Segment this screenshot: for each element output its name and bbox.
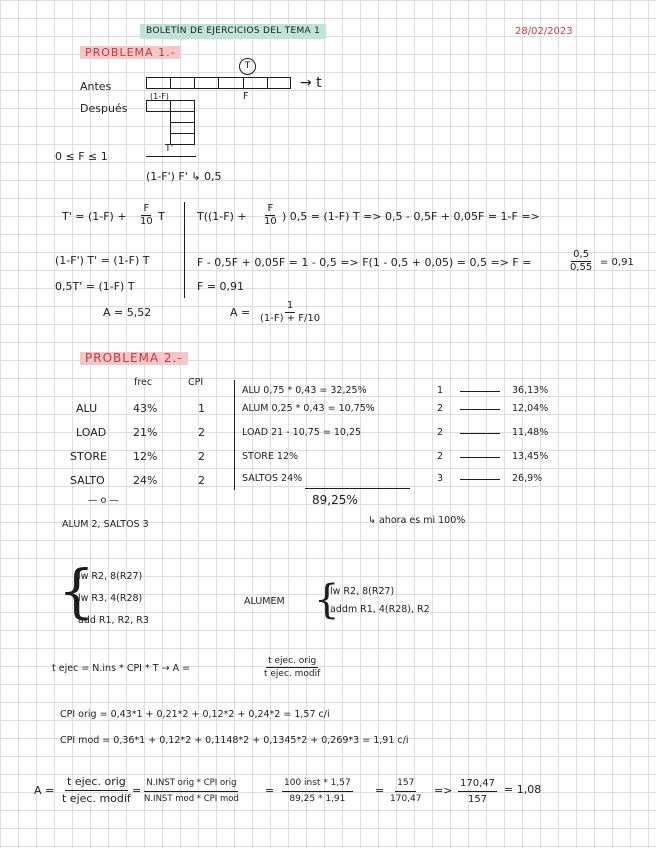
calc-pct: 11,48% bbox=[512, 427, 549, 438]
equals-sign: = bbox=[375, 784, 385, 797]
calc-expr: STORE 12% bbox=[242, 451, 299, 462]
final-result: = 1,08 bbox=[504, 783, 542, 796]
code-brace-icon: { bbox=[58, 557, 95, 625]
a-fraction: $\frac{1}{(1-F) + F/10}$ bbox=[260, 300, 321, 324]
row-cpi: 2 bbox=[198, 474, 205, 487]
calc-pct: 36,13% bbox=[512, 385, 549, 396]
separator: — o — bbox=[88, 495, 119, 506]
r2-end: = 0,91 bbox=[600, 257, 634, 268]
range-condition: 0 ≤ F ≤ 1 bbox=[55, 150, 108, 163]
calc-cpi: 2 bbox=[437, 451, 444, 462]
cpi-orig: CPI orig = 0,43*1 + 0,21*2 + 0,12*2 + 0,24*2 = 1,57 c/i bbox=[60, 709, 330, 720]
final-fraction-1: t ejec. orig t ejec. modif bbox=[62, 775, 131, 805]
under-bar-label: (1-F') F' ↳ 0,5 bbox=[146, 170, 222, 183]
eq3: 0,5T' = (1-F) T bbox=[55, 280, 135, 293]
sum-line bbox=[305, 488, 410, 489]
r1-fraction: $\frac{F}{10}$ bbox=[264, 203, 277, 227]
a-value: A = 5,52 bbox=[103, 306, 152, 319]
calc-cpi: 2 bbox=[437, 403, 444, 414]
cpi-mod: CPI mod = 0,36*1 + 0,12*2 + 0,1148*2 + 0,1345*2 + 0,269*3 = 1,91 c/i bbox=[60, 735, 409, 746]
equals-sign: = bbox=[265, 784, 275, 797]
problem-2-heading: PROBLEMA 2.- bbox=[80, 352, 188, 365]
eq1-fraction: $\frac{F}{10}$ bbox=[140, 203, 153, 227]
date: 28/02/2023 bbox=[515, 26, 573, 37]
row-cpi: 2 bbox=[198, 450, 205, 463]
implies-arrow: => bbox=[434, 784, 453, 797]
texec-equation: t ejec = N.ins * CPI * T → A = bbox=[52, 663, 191, 674]
row-frec: 24% bbox=[133, 474, 158, 487]
texec-fraction: t ejec. orig t ejec. modif bbox=[264, 656, 321, 679]
final-fraction-4: $\frac{157}{170,47}$ bbox=[390, 778, 422, 804]
tprime-arrow bbox=[146, 156, 196, 157]
t-circle-label: T bbox=[239, 58, 256, 75]
col-frec-header: frec bbox=[134, 377, 153, 388]
calc-pct: 26,9% bbox=[512, 473, 543, 484]
row-name: ALU bbox=[76, 402, 98, 415]
r2-fraction: $\frac{0,5}{0,55}$ bbox=[570, 249, 593, 273]
code-line: lw R2, 8(R27) bbox=[78, 571, 143, 582]
calc-cpi: 3 bbox=[437, 473, 444, 484]
calc-arrow-icon bbox=[460, 457, 500, 458]
alumem-code-line: addm R1, 4(R28), R2 bbox=[330, 604, 430, 615]
r1-b: ) 0,5 = (1-F) T => 0,5 - 0,5F + 0,05F = 1-F => bbox=[282, 210, 540, 223]
calc-cpi: 2 bbox=[437, 427, 444, 438]
eq1-left: T' = (1-F) + bbox=[62, 210, 127, 223]
row-cpi: 1 bbox=[198, 402, 205, 415]
alum-note: ALUM 2, SALTOS 3 bbox=[62, 519, 149, 530]
alumem-label: ALUMEM bbox=[244, 596, 285, 607]
final-fraction-5: $\frac{170,47}{157}$ bbox=[460, 778, 495, 805]
despues-label: Después bbox=[80, 102, 128, 115]
row-frec: 12% bbox=[133, 450, 158, 463]
calc-arrow-icon bbox=[460, 391, 500, 392]
calc-expr: SALTOS 24% bbox=[242, 473, 303, 484]
row-frec: 43% bbox=[133, 402, 158, 415]
row-name: STORE bbox=[70, 450, 107, 463]
eq1-T: T bbox=[158, 210, 165, 223]
row-name: SALTO bbox=[70, 474, 105, 487]
a-def: A = bbox=[230, 306, 251, 319]
total-note: ↳ ahora es mi 100% bbox=[368, 515, 466, 526]
calc-expr: LOAD 21 - 10,75 = 10,25 bbox=[242, 427, 362, 438]
r1-a: T((1-F) + bbox=[197, 210, 247, 223]
arrow-t: → t bbox=[300, 75, 322, 91]
calc-expr: ALUM 0,25 * 0,43 = 10,75% bbox=[242, 403, 375, 414]
page-title: BOLETÍN DE EJERCICIOS DEL TEMA 1 bbox=[140, 24, 326, 39]
row-frec: 21% bbox=[133, 426, 158, 439]
calc-arrow-icon bbox=[460, 433, 500, 434]
equals-sign: = bbox=[132, 784, 142, 797]
table-divider bbox=[234, 380, 235, 490]
bar-f-label: F bbox=[243, 91, 249, 102]
total-percent: 89,25% bbox=[312, 493, 358, 507]
code-line: add R1, R2, R3 bbox=[78, 615, 149, 626]
bar-1f-label: (1-F) bbox=[150, 92, 169, 101]
final-a-label: A = bbox=[34, 784, 55, 797]
final-fraction-2: N.INST orig * CPI orig N.INST mod * CPI mod bbox=[144, 778, 239, 804]
calc-pct: 12,04% bbox=[512, 403, 549, 414]
calc-expr: ALU 0,75 * 0,43 = 32,25% bbox=[242, 385, 367, 396]
col-cpi-header: CPI bbox=[188, 377, 204, 388]
calc-cpi: 1 bbox=[437, 385, 444, 396]
calc-arrow-icon bbox=[460, 409, 500, 410]
row-cpi: 2 bbox=[198, 426, 205, 439]
r3: F = 0,91 bbox=[197, 280, 245, 293]
row-name: LOAD bbox=[76, 426, 107, 439]
system-divider bbox=[184, 202, 185, 298]
alumem-brace-icon: { bbox=[314, 577, 340, 623]
eq2: (1-F') T' = (1-F) T bbox=[55, 254, 150, 267]
code-line: lw R3, 4(R28) bbox=[78, 593, 143, 604]
r2: F - 0,5F + 0,05F = 1 - 0,5 => F(1 - 0,5 + 0,05) = 0,5 => F = bbox=[197, 256, 532, 269]
calc-pct: 13,45% bbox=[512, 451, 549, 462]
problem-1-heading: PROBLEMA 1.- bbox=[80, 46, 181, 59]
calc-arrow-icon bbox=[460, 479, 500, 480]
alumem-code-line: lw R2, 8(R27) bbox=[330, 586, 395, 597]
final-fraction-3: 100 inst * 1,57 89,25 * 1,91 bbox=[284, 778, 351, 804]
tprime-label: T' bbox=[165, 143, 174, 154]
antes-label: Antes bbox=[80, 80, 112, 93]
